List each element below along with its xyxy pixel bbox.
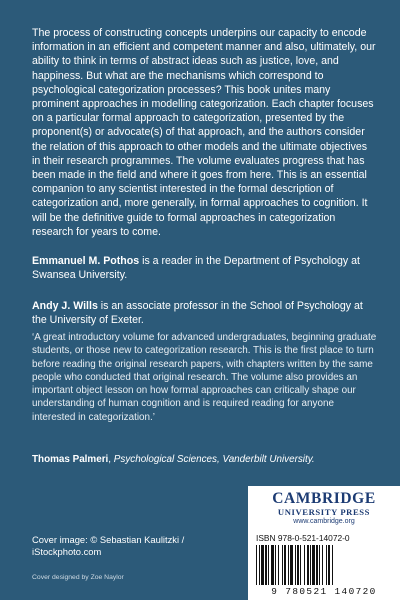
barcode-bar [326,545,327,585]
barcode-bar [332,545,333,585]
endorser-name: Thomas Palmeri [32,454,109,465]
endorser-affiliation: Psychological Sciences, Vanderbilt University. [113,454,315,465]
barcode-bar [328,545,330,585]
author-bio-text: is a reader in the Department of Psychology at Swansea University. [32,255,360,282]
barcode-digits: 9 780521 140720 [271,586,377,597]
endorsement-quote: ‘A great introductory volume for advanced undergraduates, beginning graduate students, or those new to categorization research. This is the first place to turn before reading the original research papers, with chapters written by the same people who conducted that original research. The volume also provides an important object lesson on how formal approaches can critically shape our understanding of human cognition and is required reading for anyone interested in categorization.’ [32,332,377,423]
publisher-url: www.cambridge.org [293,518,355,525]
barcode-bar [295,545,296,585]
barcode-bar [265,545,267,585]
book-description: The process of constructing concepts underpins our capacity to encode information in an efficient and competent manner and also, ultimately, our ability to think in terms of abstract ideas such as justice, love, and happiness. But what are the mechanisms which correspond to psychological categorization processes? This book unites many prominent approaches in modelling categorization. Each chapter focuses on a particular formal approach to categorization, presented by the proponent(s) or advocate(s) of that approach, and the authors consider the relation of this approach to other models and the ultimate objectives in their research programmes. The volume evaluates progress that has been made in the field and where it goes from here. This is an essential companion to any scientist interested in the formal description of categorization and, more generally, in formal approaches to cognition. It will be the definitive guide to formal approaches in categorization research for years to come. [32,27,376,238]
publisher-subtitle: UNIVERSITY PRESS [277,507,371,517]
barcode-bar [259,545,260,585]
endorsement-attribution: Thomas Palmeri, Psychological Sciences, Vanderbilt University. [32,454,315,465]
barcode-bar [307,545,309,585]
barcode-bar [282,545,283,585]
barcode-bar [288,545,289,585]
barcode-bar [275,545,276,585]
barcode-bar [322,545,323,585]
publisher-logo-block [248,486,400,530]
barcode-bar [278,545,279,585]
barcode-bar [256,545,257,585]
author-bio-pothos [32,254,377,282]
author-name: Andy J. Wills [32,300,98,312]
barcode-icon [254,545,392,589]
barcode-bar [284,545,286,585]
barcode-bar [316,545,318,585]
barcode-bar [261,545,264,585]
barcode-bar [290,545,293,585]
barcode-bar [268,545,269,585]
barcode-bar [310,545,311,585]
author-bio-wills [32,299,377,327]
isbn-label: ISBN 978-0-521-14072-0 [256,533,350,543]
barcode-bar [304,545,305,585]
barcode-bar [319,545,320,585]
author-name: Emmanuel M. Pothos [32,255,140,267]
barcode-bar [300,545,301,585]
cover-image-credit: Cover image: © Sebastian Kaulitzki / iStockphoto.com [32,534,185,558]
publisher-name: CAMBRIDGE [272,490,376,507]
barcode-bar [271,545,274,585]
author-bio-text: is an associate professor in the School of Psychology at the University of Exeter. [32,300,363,327]
cover-designer-credit: Cover designed by Zoe Naylor [32,574,124,581]
isbn-barcode-block [248,530,400,600]
barcode-bar [312,545,315,585]
barcode-bar [297,545,299,585]
